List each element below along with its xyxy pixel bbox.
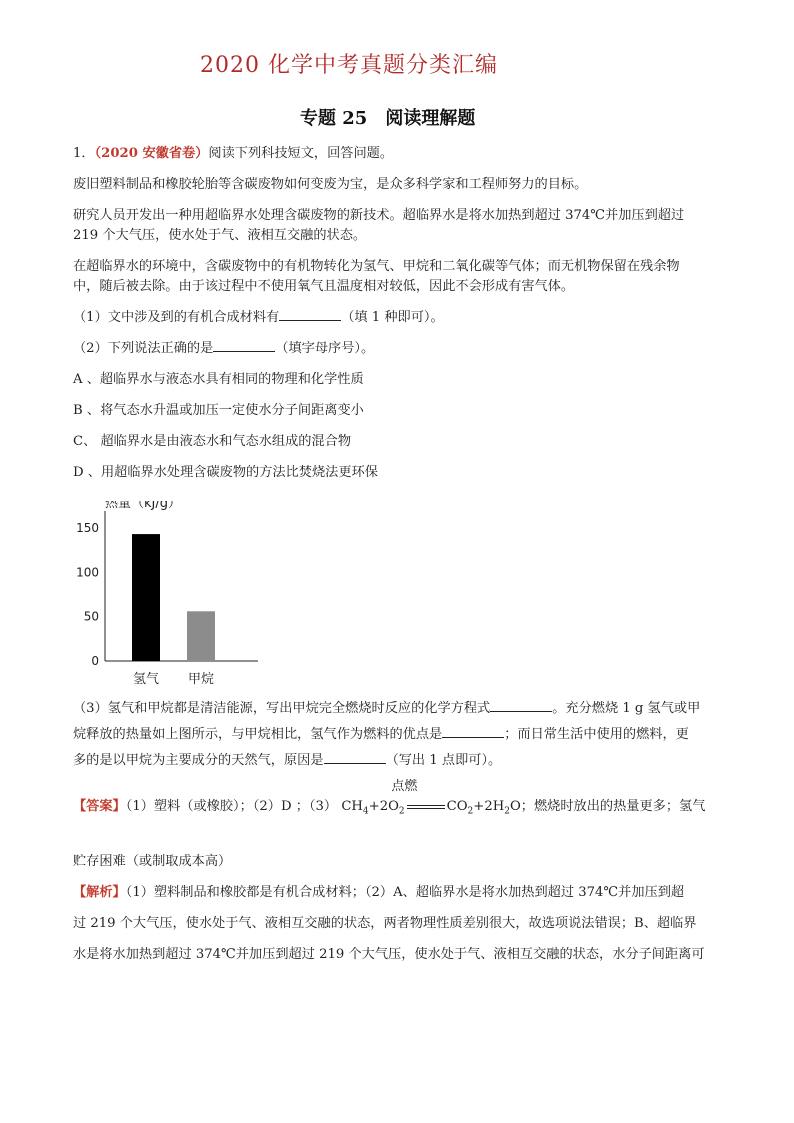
y-tick-label: 0: [91, 654, 99, 668]
page-header-title: 2020 化学中考真题分类汇编: [200, 53, 498, 78]
bar-0: [132, 534, 160, 661]
chemical-equation: $CH_4+2O_2$ 点燃 $CO_2+2H_2O$；燃烧时放出的热量更多；氢气: [341, 779, 706, 817]
answer-blank[interactable]: [213, 339, 275, 352]
category-label: 甲烷: [187, 672, 215, 687]
analysis-label: 【解析】: [73, 884, 126, 900]
question-source: （2020 安徽省卷）: [94, 146, 209, 161]
answer-line2: 贮存困难（或制取成本高）: [73, 853, 232, 869]
y-tick-label: 50: [83, 609, 99, 624]
heat-chart-svg: [73, 501, 373, 691]
sub-question-3-line2: 烷释放的热量如上图所示，与甲烷相比，氢气作为燃料的优点是 ；而日常生活中使用的燃料，更: [73, 727, 689, 742]
paragraph-3b: 中，随后被去除。由于该过程中不使用氧气且温度相对较低，因此不会形成有害气体。: [73, 279, 575, 294]
sub-question-3-line3: 多的是以甲烷为主要成分的天然气，原因是 （写出 1 点即可）。: [73, 753, 502, 768]
reaction-condition: 点燃: [391, 779, 418, 794]
answer-blank[interactable]: [442, 725, 504, 738]
option-c: C、 超临界水是由液态水和气态水组成的混合物: [73, 434, 352, 449]
answer-line1: 【答案】（1）塑料（或橡胶）；（2）D ；（3） $CH_4+2O_2$ 点燃 $CO_2+2H_2O$；燃烧时放出的热量更多；氢气: [73, 797, 723, 822]
question-number: 1．: [73, 146, 95, 161]
sub-question-1: （1）文中涉及到的有机合成材料有 （填 1 种即可）。: [73, 310, 444, 325]
equals-sign: [407, 805, 445, 809]
y-axis-label: 热量（kJ/g）: [105, 501, 181, 511]
category-label: 氢气: [132, 672, 160, 687]
analysis-line2: 过 219 个大气压，使水处于气、液相互交融的状态，两者物理性质差别很大，故选项说法错误；B、超临界: [73, 915, 697, 931]
paragraph-2b: 219 个大气压，使水处于气、液相互交融的状态。: [73, 228, 367, 243]
analysis-line1: 【解析】（1）塑料制品和橡胶都是有机合成材料；（2）A、超临界水是将水加热到超过 374℃并加压到超: [73, 884, 685, 900]
answer-label: 【答案】: [73, 799, 126, 814]
paragraph-3a: 在超临界水的环境中，含碳废物中的有机物转化为氢气、甲烷和二氧化碳等气体；而无机物保留在残余物: [73, 259, 680, 274]
topic-title: 专题 25 阅读理解题: [300, 108, 476, 129]
y-tick-label: 150: [76, 520, 99, 535]
y-tick-label: 100: [76, 565, 99, 580]
heat-bar-chart: [73, 501, 373, 691]
paragraph-1: 废旧塑料制品和橡胶轮胎等含碳废物如何变废为宝，是众多科学家和工程师努力的目标。: [73, 177, 588, 192]
bar-1: [187, 611, 215, 661]
question-prompt: 阅读下列科技短文，回答问题。: [208, 146, 394, 161]
sub-question-3-line1: （3）氢气和甲烷都是清洁能源，写出甲烷完全燃烧时反应的化学方程式 。充分燃烧 1 g 氢气或甲: [73, 701, 701, 716]
sub-question-2: （2）下列说法正确的是 （填字母序号）。: [73, 341, 375, 356]
paragraph-2a: 研究人员开发出一种用超临界水处理含碳废物的新技术。超临界水是将水加热到超过 374℃并加压到超过: [73, 208, 685, 223]
answer-blank[interactable]: [490, 699, 552, 712]
question-intro: [73, 144, 723, 164]
analysis-line3: 水是将水加热到超过 374℃并加压到超过 219 个大气压，使水处于气、液相互交融的状态，水分子间距离可: [73, 946, 705, 962]
option-b: B 、将气态水升温或加压一定使水分子间距离变小: [73, 403, 364, 418]
answer-blank[interactable]: [324, 751, 386, 764]
option-a: A 、超临界水与液态水具有相同的物理和化学性质: [73, 372, 364, 387]
question-content: [73, 144, 723, 976]
answer-blank[interactable]: [279, 308, 341, 321]
option-d: D 、用超临界水处理含碳废物的方法比焚烧法更环保: [73, 465, 378, 480]
